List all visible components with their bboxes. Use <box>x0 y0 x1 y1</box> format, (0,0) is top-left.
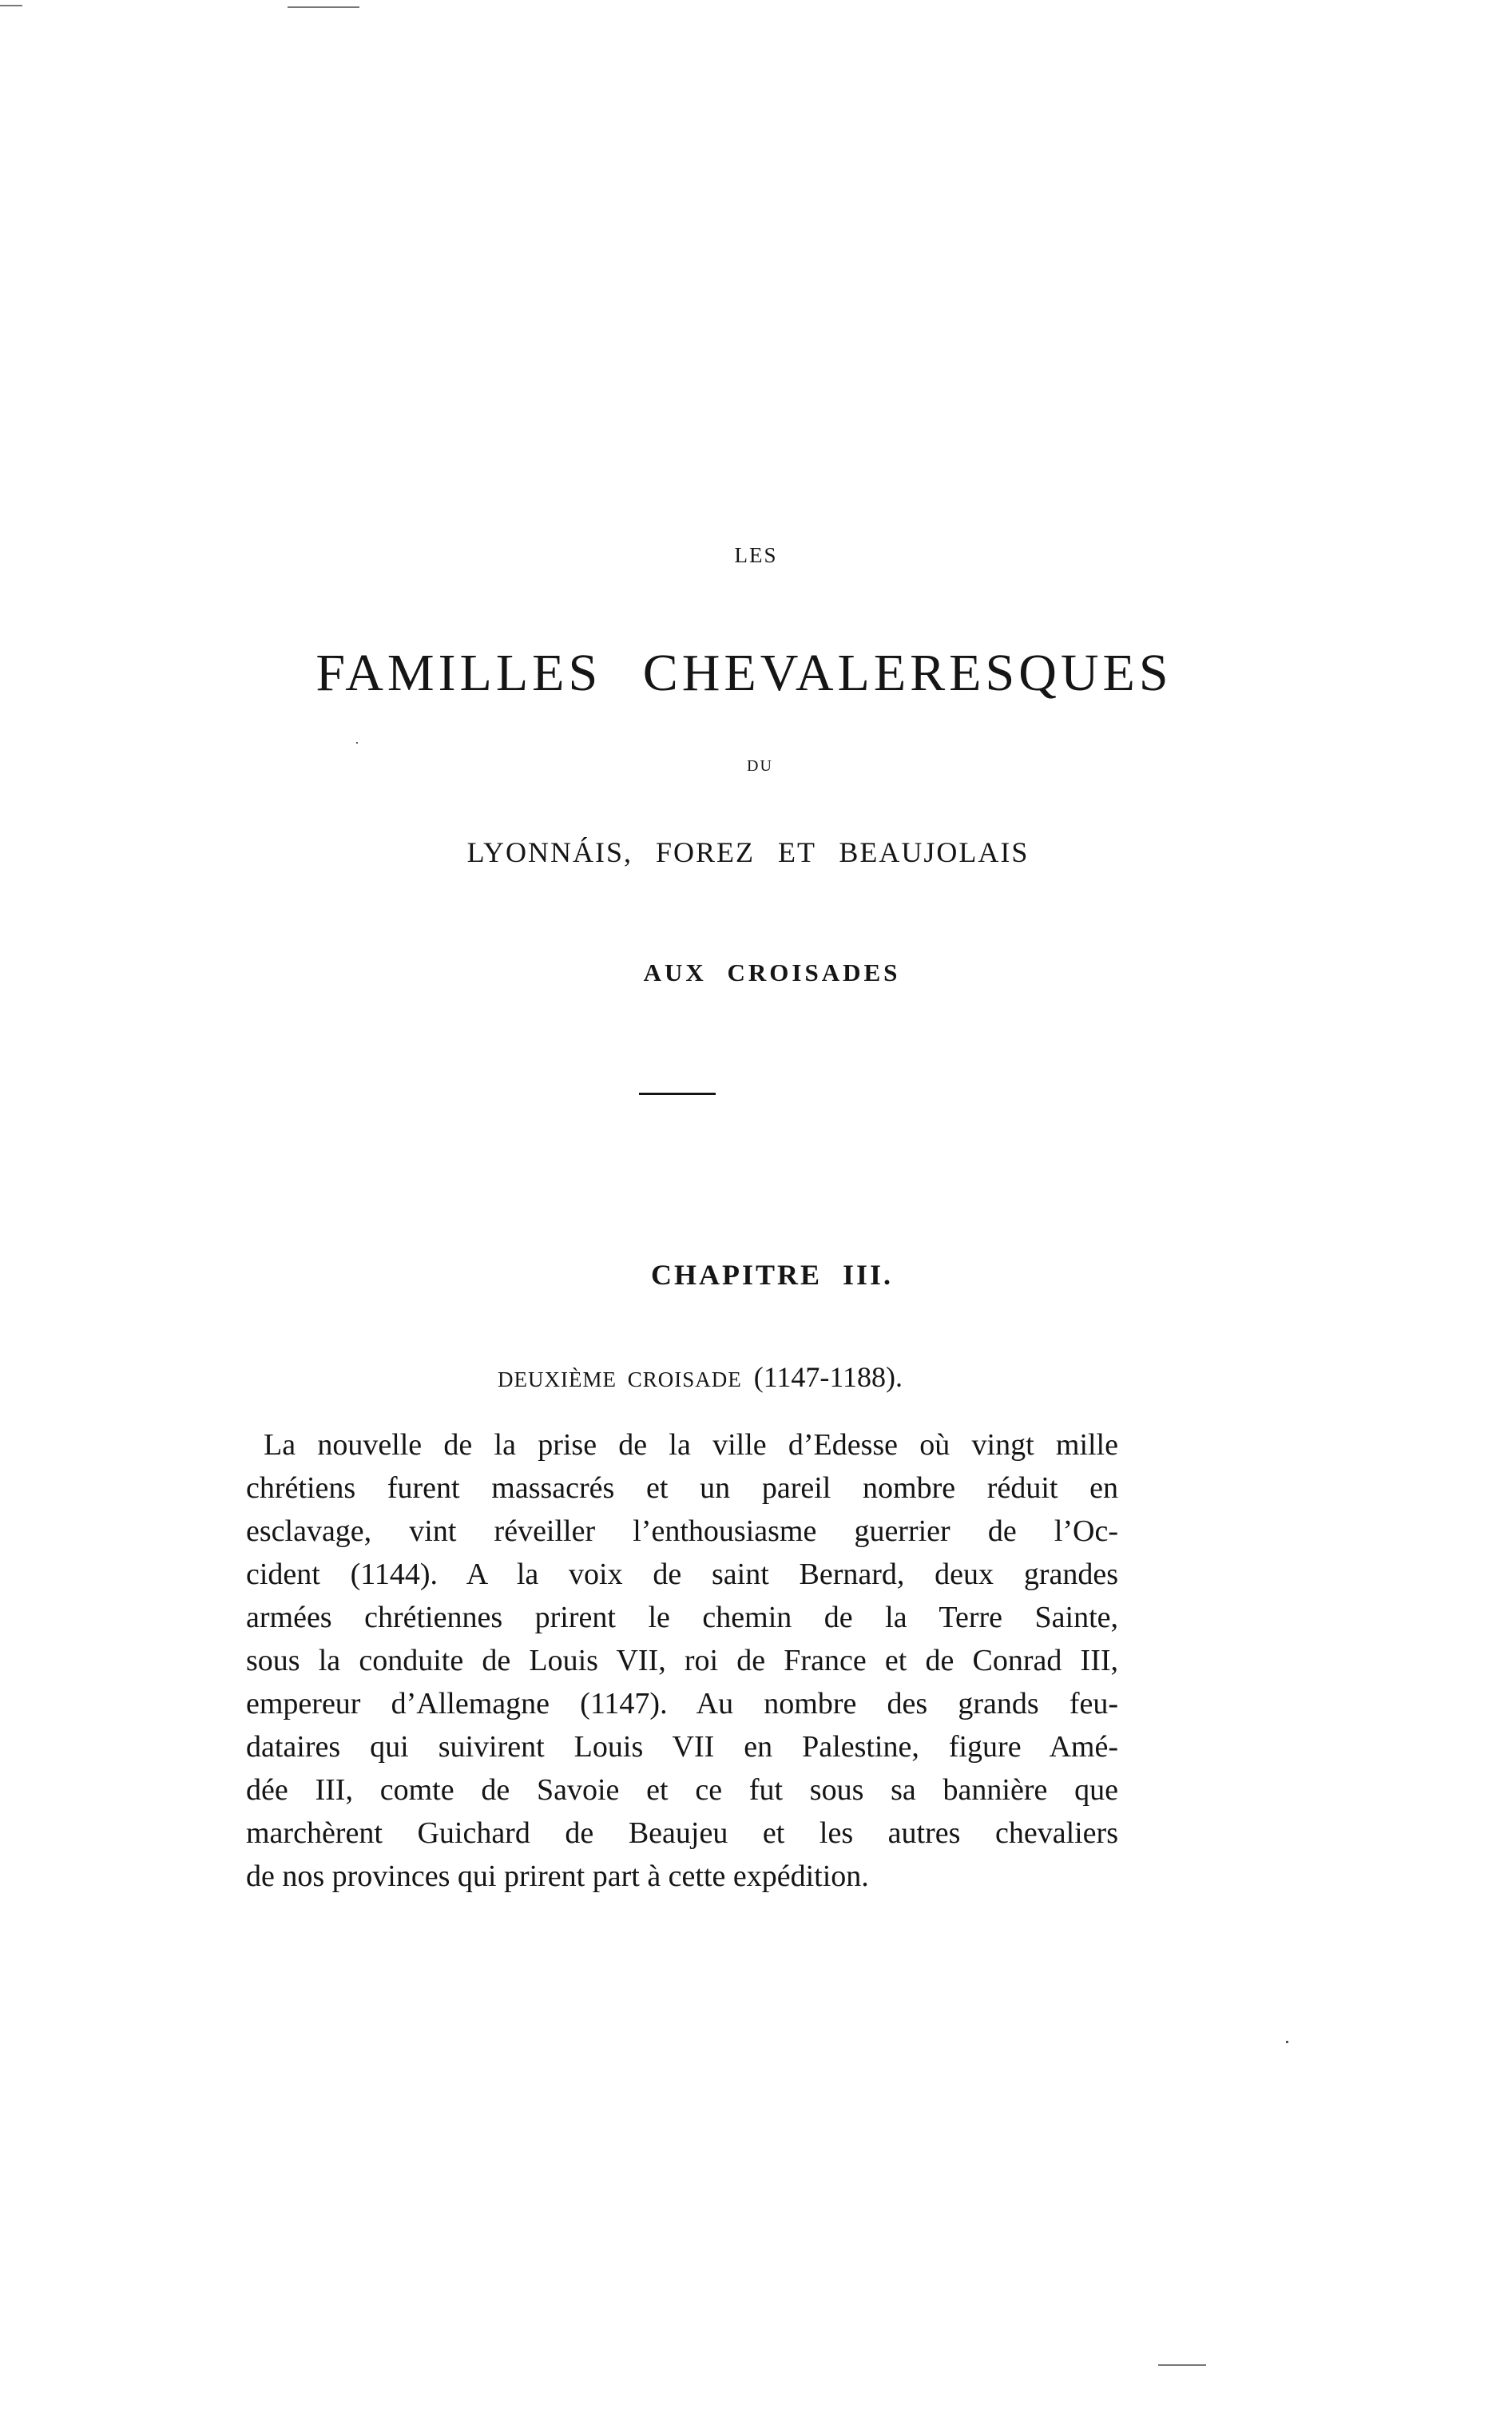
body-line: de nos provinces qui prirent part à cette expédition. <box>246 1859 869 1893</box>
scan-artifact-top-left <box>0 5 22 6</box>
body-line: empereur d’Allemagne (1147). Au nombre des grands feu- <box>246 1687 1118 1720</box>
body-line: armées chrétiennes prirent le chemin de la Terre Sainte, <box>246 1601 1118 1634</box>
scan-speck <box>356 742 358 744</box>
body-line: dée III, comte de Savoie et ce fut sous sa bannière que <box>246 1773 1118 1807</box>
region-title: LYONNÁIS, FOREZ ET BEAUJOLAIS <box>466 836 1030 868</box>
book-title: FAMILLES CHEVALERESQUES <box>315 644 1173 702</box>
chapter-subheading-title: DEUXIÈME CROISADE <box>497 1367 742 1391</box>
title-connector: DU <box>747 757 773 775</box>
chapter-subheading <box>0 1360 1456 1394</box>
body-line: sous la conduite de Louis VII, roi de France et de Conrad III, <box>246 1644 1118 1677</box>
section-divider <box>639 1093 716 1095</box>
chapter-subheading-dates: (1147-1188). <box>753 1361 903 1393</box>
body-line: La nouvelle de la prise de la ville d’Edesse où vingt mille <box>264 1428 1118 1462</box>
scan-artifact-bottom <box>1158 2364 1206 2366</box>
body-line: esclavage, vint réveiller l’enthousiasme guerrier de l’Oc- <box>246 1514 1118 1548</box>
subject-title: AUX CROISADES <box>643 958 901 986</box>
title-prefix: LES <box>734 543 778 567</box>
body-line: dataires qui suivirent Louis VII en Palestine, figure Amé- <box>246 1730 1118 1764</box>
chapter-heading: CHAPITRE III. <box>650 1259 894 1291</box>
body-paragraph <box>246 1423 1118 1898</box>
scan-speck <box>1286 2041 1288 2043</box>
body-line: cident (1144). A la voix de saint Bernard, deux grandes <box>246 1558 1118 1591</box>
body-line: marchèrent Guichard de Beaujeu et les autres chevaliers <box>246 1816 1118 1850</box>
body-line: chrétiens furent massacrés et un pareil nombre réduit en <box>246 1471 1118 1505</box>
scan-artifact-top <box>288 6 359 8</box>
